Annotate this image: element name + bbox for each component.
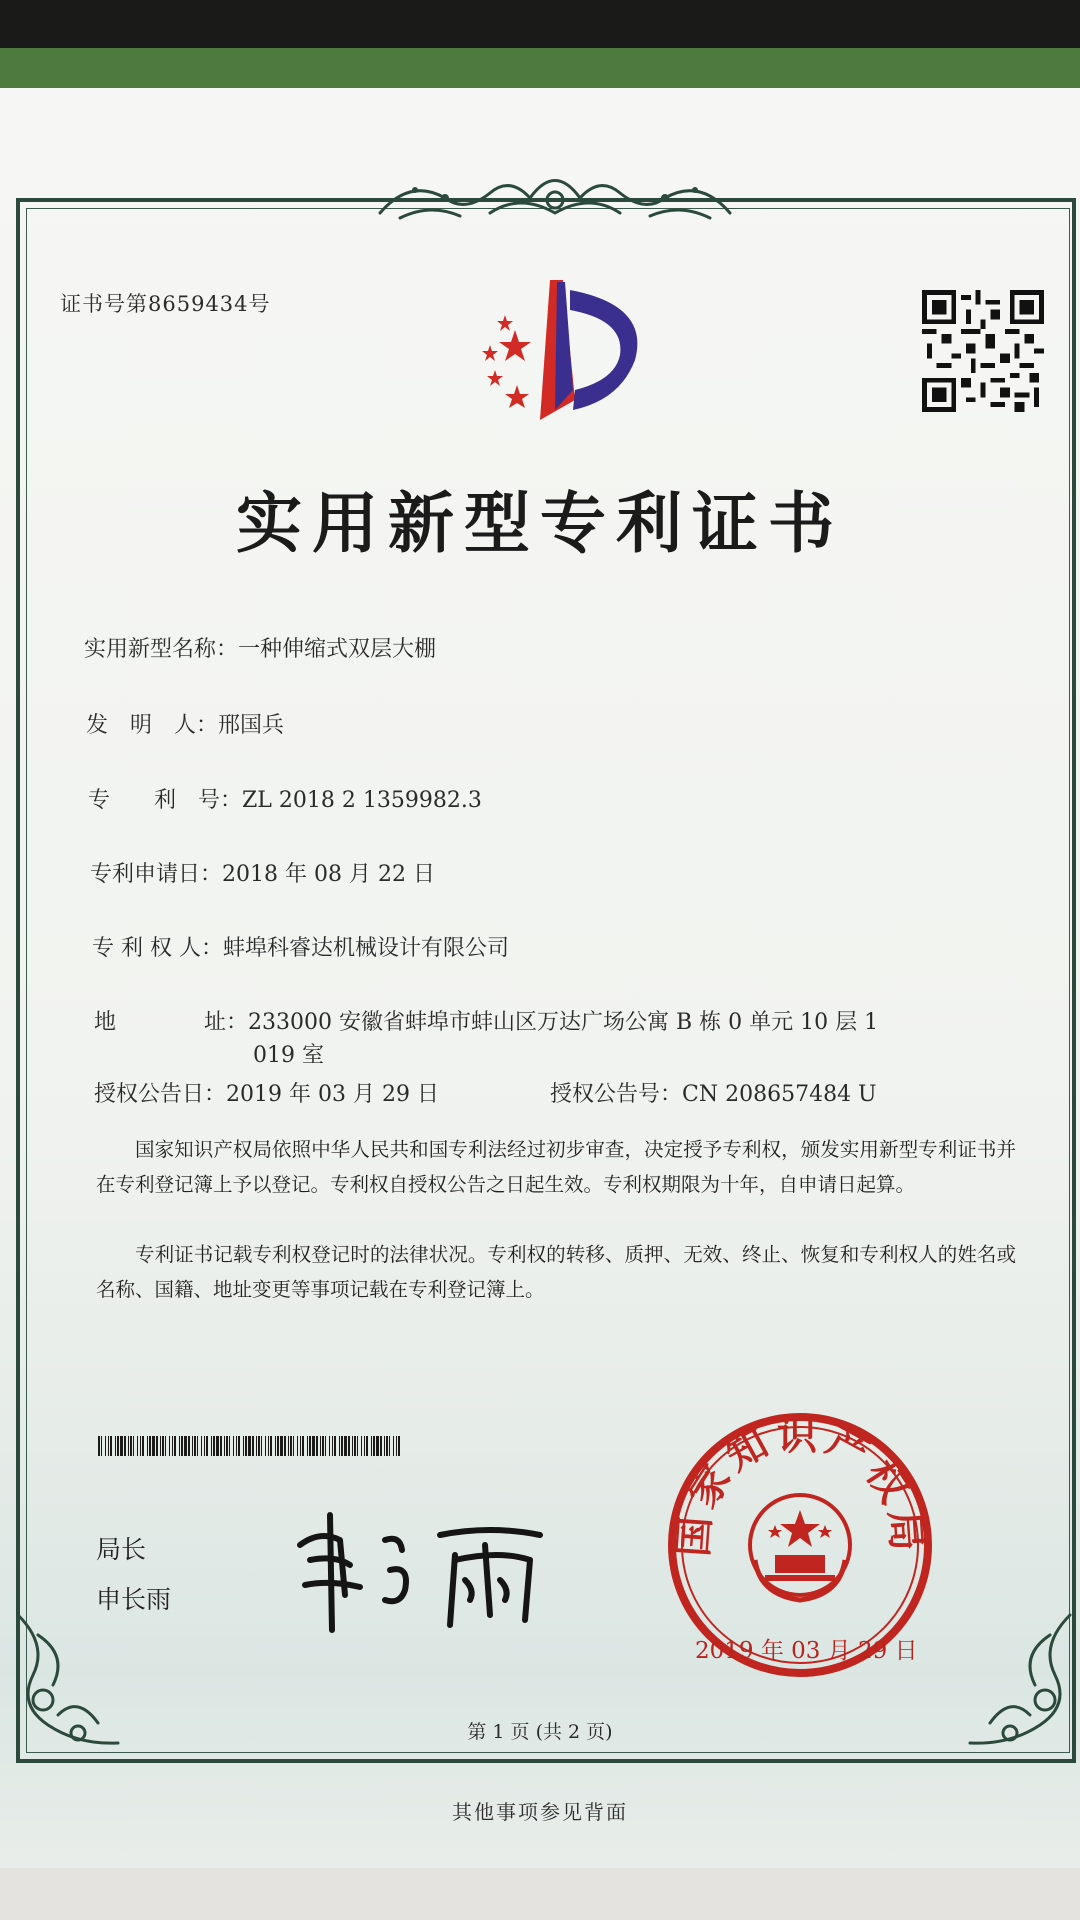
top-ornament-icon xyxy=(370,158,740,228)
field-model-name xyxy=(84,632,436,663)
field-value: 蚌埠科睿达机械设计有限公司 xyxy=(222,936,509,961)
field-inventor xyxy=(86,708,284,739)
field-label: 授权公告号： xyxy=(550,1082,683,1107)
field-patent-number xyxy=(88,783,482,814)
field-value: ZL 2018 2 1359982.3 xyxy=(242,788,482,813)
page-number: 第 1 页 (共 2 页) xyxy=(467,1721,613,1743)
field-value: CN 208657484 U xyxy=(682,1082,877,1107)
field-patentee xyxy=(92,931,509,962)
field-filing-date xyxy=(90,857,435,888)
field-address-continued: 019 室 xyxy=(253,1043,324,1068)
footer-note: 其他事项参见背面 xyxy=(452,1800,628,1824)
field-label: 发 明 人： xyxy=(86,713,219,738)
certificate-paragraph-2: 专利证书记载专利权登记时的法律状况。专利权的转移、质押、无效、终止、恢复和专利权人的姓名或名称、国籍、地址变更等事项记载在专利登记簿上。 xyxy=(96,1243,1016,1301)
cnipa-logo-icon xyxy=(455,270,655,430)
field-label: 专 利 号： xyxy=(88,788,243,813)
field-label: 专利申请日： xyxy=(90,862,223,887)
field-grant-number xyxy=(550,1077,877,1108)
field-value: 2018 年 08 月 22 日 xyxy=(222,862,435,887)
background-dark-top xyxy=(0,0,1080,50)
barcode-icon xyxy=(98,1436,403,1456)
field-label: 实用新型名称： xyxy=(84,637,239,662)
field-value: 2019 年 03 月 29 日 xyxy=(226,1082,439,1107)
field-label: 专 利 权 人： xyxy=(92,936,223,961)
field-grant-date xyxy=(94,1077,439,1108)
seal-date: 2019 年 03 月 29 日 xyxy=(695,1638,918,1664)
background-table-bottom xyxy=(0,1868,1080,1920)
field-value: 233000 安徽省蚌埠市蚌山区万达广场公寓 B 栋 0 单元 10 层 1 xyxy=(248,1010,879,1035)
field-address xyxy=(94,1005,878,1036)
seal-text: 国家知识产权局 xyxy=(669,1411,931,1559)
field-label: 授权公告日： xyxy=(94,1082,227,1107)
field-value: 一种伸缩式双层大棚 xyxy=(238,637,437,662)
director-signature-icon xyxy=(290,1505,560,1635)
certificate-number: 证书号第8659434号 xyxy=(60,292,271,316)
certificate-title: 实用新型专利证书 xyxy=(236,484,844,562)
qr-code-icon xyxy=(922,290,1044,412)
director-name: 申长雨 xyxy=(96,1585,172,1614)
director-title: 局长 xyxy=(96,1535,147,1564)
field-value: 邢国兵 xyxy=(218,713,285,738)
field-label: 地 址： xyxy=(94,1010,249,1035)
certificate-paragraph-1: 国家知识产权局依照中华人民共和国专利法经过初步审查，决定授予专利权，颁发实用新型专利证书并在专利登记簿上予以登记。专利权自授权公告之日起生效。专利权期限为十年，自申请日起算。 xyxy=(96,1138,1016,1196)
